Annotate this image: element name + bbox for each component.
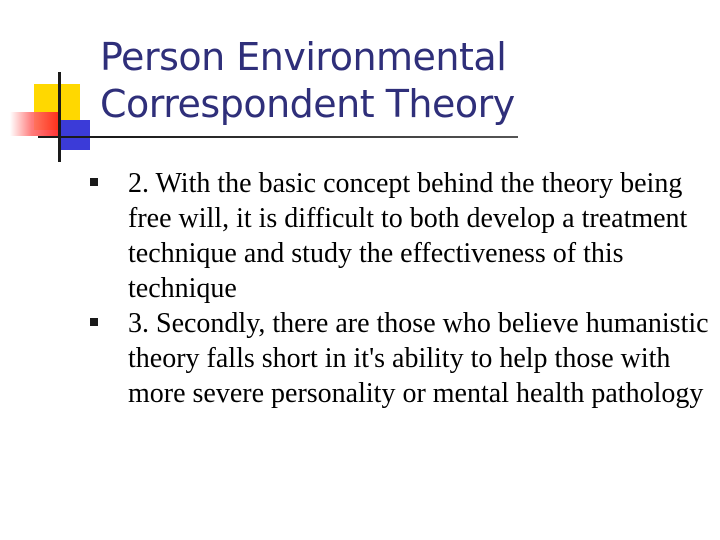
decorative-vertical-line	[58, 72, 61, 162]
decorative-red-bar	[10, 112, 58, 136]
bullet-item	[90, 166, 710, 306]
decorative-blue-square	[60, 120, 90, 150]
bullet-item	[90, 306, 710, 411]
bullet-list	[90, 166, 710, 411]
square-bullet-icon	[90, 178, 98, 186]
title-underline	[38, 136, 518, 138]
bullet-text: 3. Secondly, there are those who believe humanistic theory falls short in it's ability to help those with more severe personality or mental health pathology	[128, 308, 709, 409]
bullet-text: 2. With the basic concept behind the theory being free will, it is difficult to both develop a treatment technique and study the effectiveness of this technique	[128, 168, 688, 304]
slide-title: Person Environmental Correspondent Theory	[100, 35, 515, 126]
square-bullet-icon	[90, 318, 98, 326]
